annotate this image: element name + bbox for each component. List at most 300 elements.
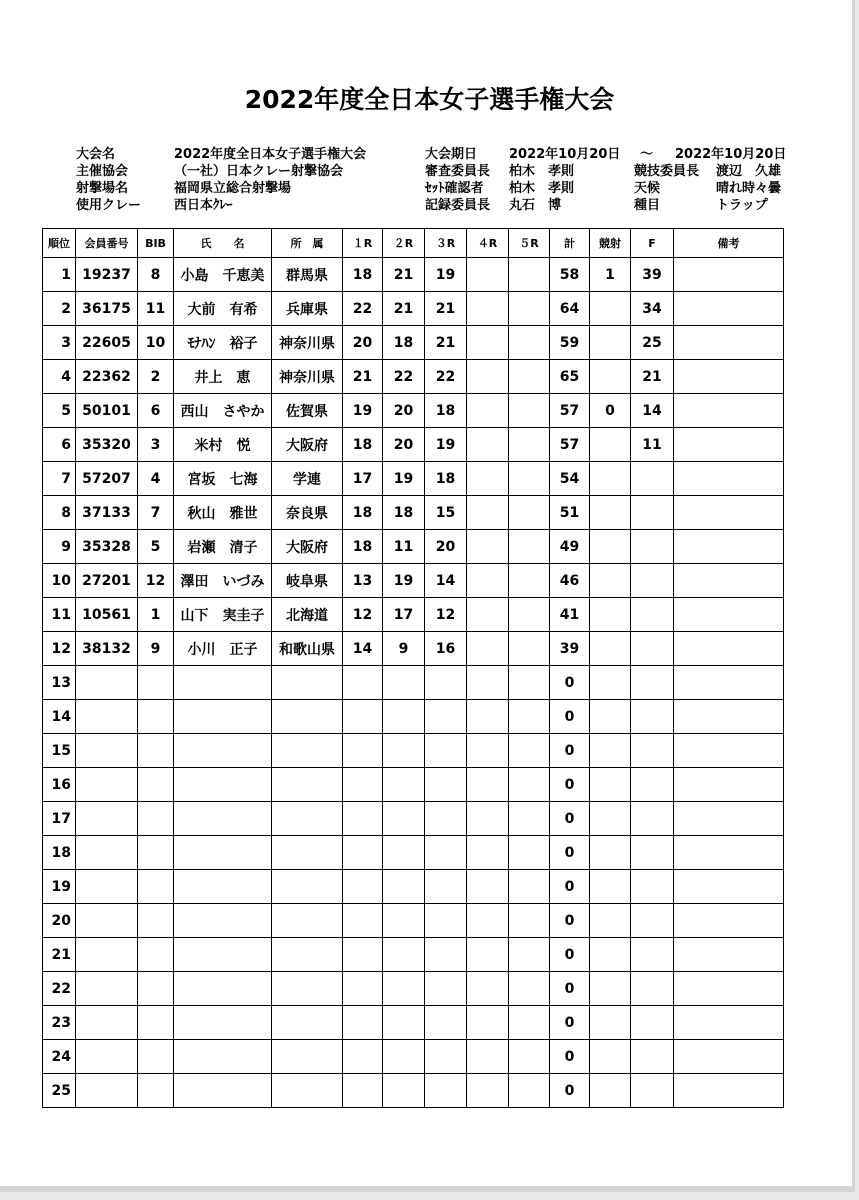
table-cell [138,1074,174,1108]
table-cell: 51 [550,496,590,530]
table-cell [631,1040,674,1074]
table-cell [138,666,174,700]
table-cell: 宮坂 七海 [174,462,272,496]
table-cell: 12 [138,564,174,598]
table-cell: 秋山 雅世 [174,496,272,530]
table-cell: 12 [425,598,467,632]
table-cell: 39 [550,632,590,666]
table-cell [174,768,272,802]
table-cell [425,734,467,768]
info-col1-values [174,146,366,214]
table-cell [425,836,467,870]
table-cell: 9 [383,632,425,666]
table-cell [674,836,784,870]
table-cell [590,836,631,870]
table-cell: 小川 正子 [174,632,272,666]
info-value: 柏木 孝則 [509,181,575,196]
table-cell: 22605 [76,326,138,360]
column-header: F [631,229,674,258]
table-cell [343,666,383,700]
table-cell: 25 [631,326,674,360]
table-cell [590,598,631,632]
table-cell [138,904,174,938]
table-cell [674,1006,784,1040]
table-cell [174,1040,272,1074]
table-cell [631,1006,674,1040]
table-cell [174,666,272,700]
table-cell [272,768,343,802]
table-cell [76,1040,138,1074]
page-title: 2022年度全日本女子選手権大会 [244,85,615,114]
table-cell [425,870,467,904]
info-label: 記録委員長 [425,198,491,213]
table-cell [467,972,509,1006]
table-cell [631,632,674,666]
table-cell [509,598,550,632]
table-cell: 11 [383,530,425,564]
table-cell: 14 [343,632,383,666]
table-cell [425,1040,467,1074]
table-cell: 5 [43,394,76,428]
table-cell: 37133 [76,496,138,530]
table-cell [590,768,631,802]
table-cell [631,598,674,632]
table-cell [509,428,550,462]
table-cell [467,326,509,360]
table-cell: 0 [550,734,590,768]
table-row [43,428,784,462]
column-header: ２R [383,229,425,258]
table-row [43,394,784,428]
table-cell [76,768,138,802]
table-row [43,904,784,938]
table-cell [509,1074,550,1108]
table-row [43,734,784,768]
table-cell: 13 [43,666,76,700]
table-cell [590,972,631,1006]
table-row [43,462,784,496]
table-cell [272,836,343,870]
table-cell [272,904,343,938]
table-cell [383,870,425,904]
table-cell [509,802,550,836]
table-row [43,632,784,666]
table-cell [467,700,509,734]
table-cell: 57 [550,394,590,428]
table-cell [509,360,550,394]
table-cell [467,1006,509,1040]
table-cell: 0 [550,836,590,870]
table-cell: 6 [43,428,76,462]
table-cell: 0 [550,1006,590,1040]
info-value: 2022年10月20日 [509,147,621,162]
table-cell: 50101 [76,394,138,428]
table-cell [467,258,509,292]
table-cell [631,734,674,768]
table-cell: 11 [631,428,674,462]
table-cell [631,938,674,972]
table-cell [272,938,343,972]
table-cell [383,802,425,836]
table-cell: 17 [43,802,76,836]
info-value: 2022年度全日本女子選手権大会 [174,147,367,162]
table-cell: 佐賀県 [272,394,343,428]
table-cell: 小島 千恵美 [174,258,272,292]
table-cell: 18 [343,530,383,564]
table-cell: 4 [43,360,76,394]
table-cell [674,904,784,938]
table-cell: 群馬県 [272,258,343,292]
table-cell: 山下 実圭子 [174,598,272,632]
table-cell: 15 [425,496,467,530]
table-cell [467,292,509,326]
table-cell [631,870,674,904]
table-cell [343,1006,383,1040]
table-cell [674,360,784,394]
table-cell: 神奈川県 [272,326,343,360]
table-cell [631,904,674,938]
table-cell [590,360,631,394]
table-cell: 井上 恵 [174,360,272,394]
table-cell: 4 [138,462,174,496]
table-cell: 20 [425,530,467,564]
table-cell [674,1074,784,1108]
table-row [43,1074,784,1108]
table-cell [590,1074,631,1108]
table-cell [383,768,425,802]
table-cell [590,802,631,836]
table-cell [138,1040,174,1074]
table-cell: 和歌山県 [272,632,343,666]
table-cell: 0 [590,394,631,428]
table-cell [674,564,784,598]
table-cell: 65 [550,360,590,394]
table-cell [674,292,784,326]
table-cell [343,768,383,802]
table-cell: 11 [43,598,76,632]
table-cell [272,1040,343,1074]
table-cell [631,768,674,802]
table-row [43,496,784,530]
table-cell [343,972,383,1006]
table-row [43,836,784,870]
table-cell [590,1040,631,1074]
info-value: 西日本ｸﾚｰ [174,198,233,213]
info-value: 渡辺 久雄 [716,164,782,179]
table-cell: 岩瀬 清子 [174,530,272,564]
table-cell [674,496,784,530]
table-cell: 10 [43,564,76,598]
table-cell: 1 [43,258,76,292]
table-cell: 19237 [76,258,138,292]
table-cell: 1 [138,598,174,632]
table-cell: 0 [550,666,590,700]
table-cell [509,632,550,666]
table-cell [343,734,383,768]
table-cell [138,734,174,768]
table-cell: ﾓﾅﾊﾝ 裕子 [174,326,272,360]
table-cell: 35328 [76,530,138,564]
column-header: BIB [138,229,174,258]
table-cell [631,564,674,598]
table-cell: 18 [343,258,383,292]
table-cell: 18 [43,836,76,870]
table-cell [425,802,467,836]
table-cell [425,938,467,972]
table-cell [425,700,467,734]
table-cell: 西山 さやか [174,394,272,428]
table-cell: 0 [550,870,590,904]
table-cell [509,1040,550,1074]
table-cell: 0 [550,768,590,802]
info-label: 主催協会 [76,164,129,179]
table-cell [174,904,272,938]
table-cell [383,972,425,1006]
table-cell [76,972,138,1006]
table-cell [590,530,631,564]
table-cell: 59 [550,326,590,360]
table-cell [383,938,425,972]
table-cell: 米村 悦 [174,428,272,462]
table-cell [425,1006,467,1040]
table-cell [509,326,550,360]
table-cell: 1 [590,258,631,292]
table-cell: 大阪府 [272,530,343,564]
info-col3-labels [634,163,699,214]
table-cell: 0 [550,1040,590,1074]
table-cell [76,666,138,700]
table-cell [425,904,467,938]
table-cell [138,870,174,904]
table-cell [674,258,784,292]
table-row [43,292,784,326]
table-cell: 5 [138,530,174,564]
table-row [43,972,784,1006]
info-value: 柏木 孝則 [509,164,575,179]
table-row [43,666,784,700]
table-cell [509,768,550,802]
table-cell: 16 [425,632,467,666]
table-cell [272,972,343,1006]
table-cell: 19 [383,462,425,496]
table-row [43,1006,784,1040]
table-cell: 6 [138,394,174,428]
table-cell [590,870,631,904]
table-cell: 17 [383,598,425,632]
table-cell [509,1006,550,1040]
table-cell [174,972,272,1006]
table-cell: 15 [43,734,76,768]
table-cell [674,598,784,632]
info-label: 大会期日 [425,147,478,162]
table-cell [138,1006,174,1040]
table-cell [383,836,425,870]
table-cell: 46 [550,564,590,598]
table-cell [509,394,550,428]
table-cell [383,1074,425,1108]
table-cell [467,462,509,496]
table-cell: 大阪府 [272,428,343,462]
table-cell [674,530,784,564]
table-cell [631,1074,674,1108]
table-cell [590,734,631,768]
info-value: （一社）日本クレー射撃協会 [174,164,344,179]
table-cell [467,1040,509,1074]
table-cell [590,326,631,360]
table-cell [174,870,272,904]
table-cell: 0 [550,802,590,836]
table-cell [509,292,550,326]
table-cell: 21 [383,292,425,326]
table-cell [674,666,784,700]
table-cell [509,666,550,700]
table-cell [590,904,631,938]
table-cell [467,904,509,938]
table-cell [590,292,631,326]
info-label: 大会名 [76,147,116,162]
table-cell: 18 [383,326,425,360]
table-cell [76,904,138,938]
column-header: ３R [425,229,467,258]
info-col3-values [716,163,781,214]
table-cell [383,666,425,700]
table-cell [383,904,425,938]
table-cell: 12 [43,632,76,666]
table-cell: 奈良県 [272,496,343,530]
info-label: 使用クレー [76,198,142,213]
info-col2-values [509,146,620,214]
table-cell: 57207 [76,462,138,496]
table-row [43,258,784,292]
table-cell [674,938,784,972]
table-cell [509,972,550,1006]
table-cell [674,802,784,836]
table-cell: 49 [550,530,590,564]
table-cell: 兵庫県 [272,292,343,326]
table-cell [76,836,138,870]
column-header: 備考 [674,229,784,258]
table-cell [631,666,674,700]
table-cell [138,700,174,734]
table-cell: 21 [383,258,425,292]
column-header: 氏 名 [174,229,272,258]
table-cell [509,462,550,496]
column-header: 会員番号 [76,229,138,258]
table-cell: 0 [550,700,590,734]
table-cell [674,768,784,802]
table-cell [674,428,784,462]
table-cell [509,904,550,938]
table-cell [467,598,509,632]
table-cell [590,462,631,496]
table-cell [467,836,509,870]
table-cell: 14 [425,564,467,598]
table-cell [590,1006,631,1040]
table-row [43,598,784,632]
table-cell [631,972,674,1006]
table-cell [138,802,174,836]
table-cell [509,836,550,870]
table-cell: 12 [343,598,383,632]
table-cell [590,666,631,700]
table-cell: 20 [383,394,425,428]
table-cell: 9 [43,530,76,564]
table-header-row [43,229,784,258]
table-cell: 57 [550,428,590,462]
table-row [43,360,784,394]
table-cell: 20 [383,428,425,462]
table-cell [590,700,631,734]
column-header: ５R [509,229,550,258]
table-cell [76,700,138,734]
table-cell [343,1074,383,1108]
table-cell [383,1040,425,1074]
table-cell [631,836,674,870]
table-cell: 58 [550,258,590,292]
table-cell: 18 [343,428,383,462]
table-cell [631,496,674,530]
table-cell [174,938,272,972]
table-cell [138,768,174,802]
table-cell: 27201 [76,564,138,598]
table-cell [467,632,509,666]
table-cell [343,870,383,904]
table-cell: 18 [343,496,383,530]
table-cell: 13 [343,564,383,598]
table-cell: 18 [425,394,467,428]
table-cell: 19 [43,870,76,904]
table-cell [425,768,467,802]
table-cell [467,870,509,904]
table-cell [631,802,674,836]
table-cell [631,700,674,734]
table-cell [467,394,509,428]
table-cell [674,462,784,496]
table-cell [467,496,509,530]
table-row [43,802,784,836]
info-col2-labels [425,146,490,214]
table-cell: 0 [550,938,590,972]
table-cell [631,462,674,496]
date-separator: ～ [640,147,654,162]
table-cell [343,1040,383,1074]
column-header: 所 属 [272,229,343,258]
table-cell: 18 [383,496,425,530]
table-cell [674,394,784,428]
table-cell [383,734,425,768]
table-cell [76,1006,138,1040]
table-row [43,938,784,972]
table-cell: 25 [43,1074,76,1108]
table-row [43,700,784,734]
info-label: 競技委員長 [634,164,700,179]
table-cell [509,530,550,564]
table-cell [383,1006,425,1040]
table-cell [467,734,509,768]
table-cell: 16 [43,768,76,802]
table-cell [467,428,509,462]
table-cell: 7 [43,462,76,496]
table-cell [272,700,343,734]
table-cell: 10 [138,326,174,360]
table-cell [425,972,467,1006]
table-cell [272,1074,343,1108]
table-cell [343,836,383,870]
table-cell [425,666,467,700]
table-cell [467,938,509,972]
table-cell [467,1074,509,1108]
table-cell [467,564,509,598]
